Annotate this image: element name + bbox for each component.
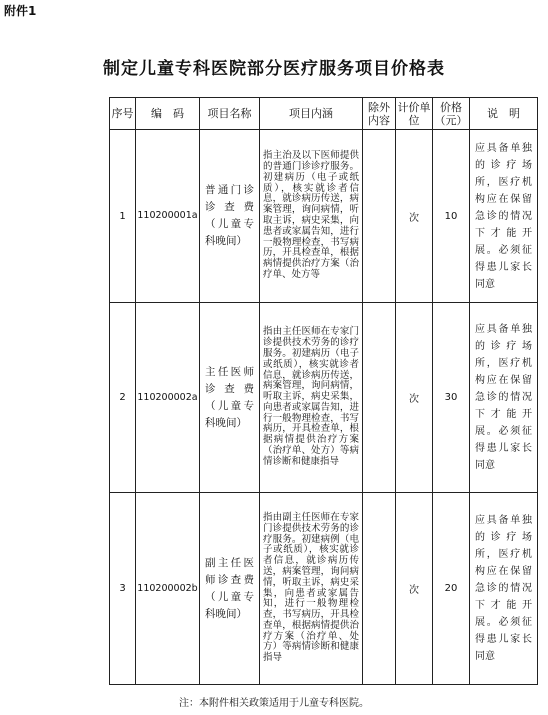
cell-code: 110200002b [136, 493, 200, 685]
header-code: 编 码 [136, 98, 200, 130]
cell-no: 1 [110, 130, 136, 303]
header-price: 价格（元） [433, 98, 470, 130]
table-row [110, 493, 538, 685]
cell-price: 20 [433, 493, 470, 685]
cell-note: 应具备单独的诊疗场所，医疗机构应在保留急诊的情况下才能开展。必须征得患儿家长同意 [470, 493, 538, 685]
cell-exclusion [363, 493, 396, 685]
attachment-label: 附件1 [4, 4, 37, 18]
cell-note: 应具备单独的诊疗场所，医疗机构应在保留急诊的情况下才能开展。必须征得患儿家长同意 [470, 303, 538, 493]
cell-content: 指由副主任医师在专家门诊提供技术劳务的诊疗服务。初建病例（电子或纸质），核实就诊者信息，就诊病历传送，病案管理，询问病情，听取主诉，病史采集，向患者或家属告知，进行一般物理检查，书写病历，开具检查单，根据病情提供治疗方案（治疗单、处方）等病情诊断和健康指导 [260, 493, 363, 685]
table-header-row [110, 98, 538, 130]
cell-unit: 次 [396, 303, 433, 493]
cell-name: 主任医师诊查费（儿童专科晚间） [200, 303, 260, 493]
cell-exclusion [363, 303, 396, 493]
header-unit: 计价单位 [396, 98, 433, 130]
cell-name: 副主任医师诊查费（儿童专科晚间） [200, 493, 260, 685]
cell-price: 10 [433, 130, 470, 303]
header-exclusion: 除外内容 [363, 98, 396, 130]
cell-price: 30 [433, 303, 470, 493]
page-title: 制定儿童专科医院部分医疗服务项目价格表 [103, 59, 445, 79]
cell-unit: 次 [396, 130, 433, 303]
header-no: 序号 [110, 98, 136, 130]
cell-no: 3 [110, 493, 136, 685]
header-content: 项目内涵 [260, 98, 363, 130]
header-note: 说 明 [470, 98, 538, 130]
cell-code: 110200001a [136, 130, 200, 303]
cell-code: 110200002a [136, 303, 200, 493]
cell-content: 指主治及以下医师提供的普通门诊诊疗服务。初建病历（电子或纸质），核实就诊者信息，就诊病历传送，病案管理，询问病情，听取主诉，病史采集，向患者或家属告知，进行一般物理检查，书写病历，开具检查单，根据病情提供治疗方案（治疗单、处方等 [260, 130, 363, 303]
cell-no: 2 [110, 303, 136, 493]
footer-note: 注：本附件相关政策适用于儿童专科医院。 [179, 698, 369, 709]
price-table [109, 97, 538, 685]
cell-note: 应具备单独的诊疗场所，医疗机构应在保留急诊的情况下才能开展。必须征得患儿家长同意 [470, 130, 538, 303]
table-row [110, 303, 538, 493]
header-name: 项目名称 [200, 98, 260, 130]
cell-content: 指由主任医师在专家门诊提供技术劳务的诊疗服务。初建病历（电子或纸质），核实就诊者信息，就诊病历传送，病案管理，询问病情，听取主诉，病史采集，向患者或家属告知，进行一般物理检查，书写病历，开具检查单，根据病情提供治疗方案（治疗单、处方）等病情诊断和健康指导 [260, 303, 363, 493]
cell-exclusion [363, 130, 396, 303]
cell-name: 普通门诊诊查费（儿童专科晚间） [200, 130, 260, 303]
table-row [110, 130, 538, 303]
cell-unit: 次 [396, 493, 433, 685]
